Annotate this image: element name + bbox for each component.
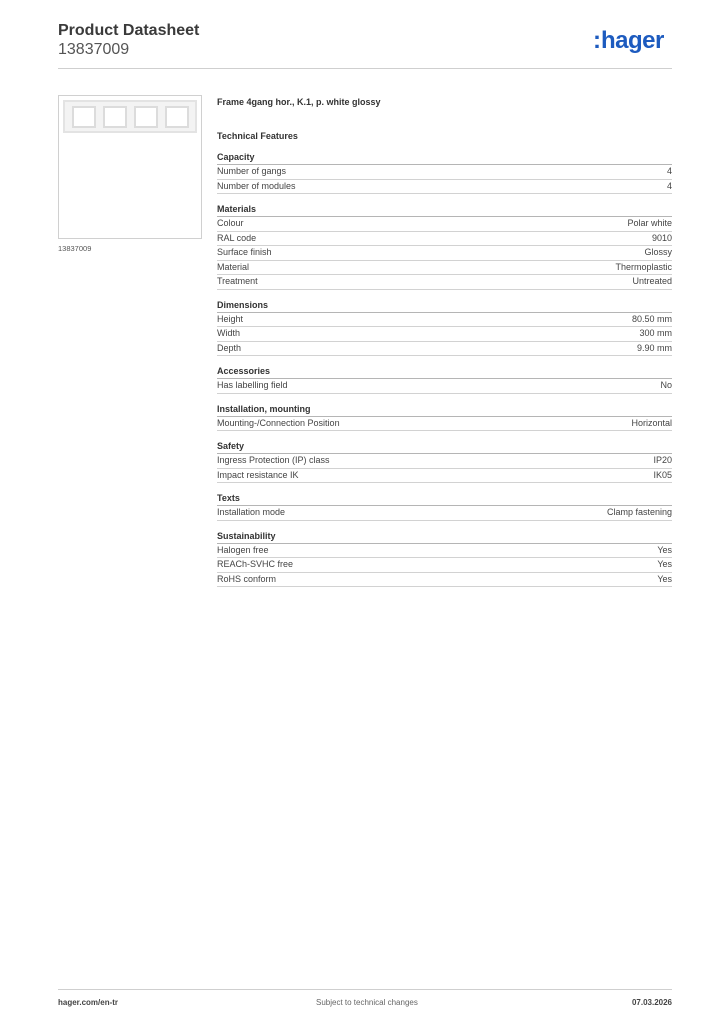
feature-value: 9010 (651, 232, 672, 243)
header-divider (58, 68, 672, 69)
feature-row (217, 232, 672, 247)
section-title: Sustainability (217, 530, 672, 544)
feature-row (217, 342, 672, 357)
feature-row (217, 313, 672, 328)
feature-value: 300 mm (639, 328, 672, 338)
section-7 (217, 530, 672, 588)
section-1 (217, 203, 672, 290)
feature-row (217, 506, 672, 521)
feature-label: Has labelling field (217, 380, 288, 390)
footer-website: hager.com/en-tr (58, 998, 119, 1007)
feature-label: Colour (217, 218, 244, 228)
feature-label: Width (217, 328, 241, 338)
footer-note: Subject to technical changes (316, 998, 418, 1007)
footer-date: 07.03.2026 (631, 998, 672, 1007)
feature-row (217, 165, 672, 180)
feature-row (217, 417, 672, 432)
feature-value: 4 (666, 166, 672, 176)
frame-gang (72, 106, 96, 128)
product-image (58, 95, 202, 239)
feature-value: No (660, 380, 672, 390)
feature-value: IP20 (653, 455, 672, 465)
section-title: Materials (217, 203, 672, 217)
feature-label: RAL code (217, 232, 257, 243)
frame-gang (103, 106, 127, 128)
product-name: Frame 4gang hor., K.1, p. white glossy (217, 97, 381, 107)
feature-label: Height (217, 313, 244, 324)
technical-features-title: Technical Features (217, 131, 298, 141)
feature-row (217, 544, 672, 559)
feature-value: 9.90 mm (636, 342, 672, 353)
feature-label: Surface finish (217, 247, 272, 257)
section-title: Dimensions (217, 299, 672, 313)
feature-label: Treatment (217, 276, 258, 286)
feature-label: Ingress Protection (IP) class (217, 455, 330, 465)
feature-row (217, 573, 672, 588)
frame-illustration (63, 100, 197, 133)
feature-label: Number of gangs (217, 166, 287, 176)
feature-sections (217, 151, 672, 587)
feature-row (217, 379, 672, 394)
feature-label: REACh-SVHC free (217, 559, 294, 569)
datasheet-content (217, 96, 672, 587)
frame-gang (134, 106, 158, 128)
feature-value: Yes (657, 573, 672, 584)
feature-label: RoHS conform (217, 573, 277, 584)
feature-value: IK05 (653, 469, 672, 480)
footer-divider (58, 989, 672, 990)
section-4 (217, 403, 672, 432)
feature-label: Depth (217, 342, 242, 353)
feature-label: Halogen free (217, 544, 269, 555)
section-2 (217, 299, 672, 357)
feature-row (217, 469, 672, 484)
feature-value: Clamp fastening (606, 507, 672, 517)
section-0 (217, 151, 672, 194)
feature-row (217, 246, 672, 261)
hager-logo (593, 28, 664, 54)
feature-value: 80.50 mm (631, 313, 672, 324)
feature-row (217, 327, 672, 342)
feature-value: Yes (657, 544, 672, 555)
page-title: Product Datasheet (58, 22, 200, 39)
feature-row (217, 261, 672, 276)
feature-value: Yes (657, 559, 672, 569)
feature-label: Impact resistance IK (217, 469, 299, 480)
feature-row (217, 558, 672, 573)
feature-label: Material (217, 261, 250, 272)
section-5 (217, 440, 672, 483)
section-title: Safety (217, 440, 672, 454)
logo-text: hager (601, 27, 664, 54)
feature-value: 4 (666, 180, 672, 191)
feature-value: Untreated (632, 276, 672, 286)
section-title: Accessories (217, 365, 672, 379)
feature-value: Thermoplastic (615, 261, 672, 272)
image-caption: 13837009 (58, 244, 92, 253)
feature-row (217, 180, 672, 195)
feature-row (217, 275, 672, 290)
feature-label: Number of modules (217, 180, 296, 191)
section-title: Texts (217, 492, 672, 506)
feature-row (217, 217, 672, 232)
feature-row (217, 454, 672, 469)
feature-value: Polar white (627, 218, 672, 228)
section-6 (217, 492, 672, 521)
section-title: Installation, mounting (217, 403, 672, 417)
feature-label: Installation mode (217, 507, 286, 517)
section-title: Capacity (217, 151, 672, 165)
page-header (58, 22, 199, 59)
frame-gang (165, 106, 189, 128)
product-number: 13837009 (58, 41, 130, 58)
feature-value: Horizontal (631, 417, 672, 428)
feature-value: Glossy (644, 247, 672, 257)
section-3 (217, 365, 672, 394)
feature-label: Mounting-/Connection Position (217, 417, 340, 428)
logo-colon: : (593, 27, 601, 54)
